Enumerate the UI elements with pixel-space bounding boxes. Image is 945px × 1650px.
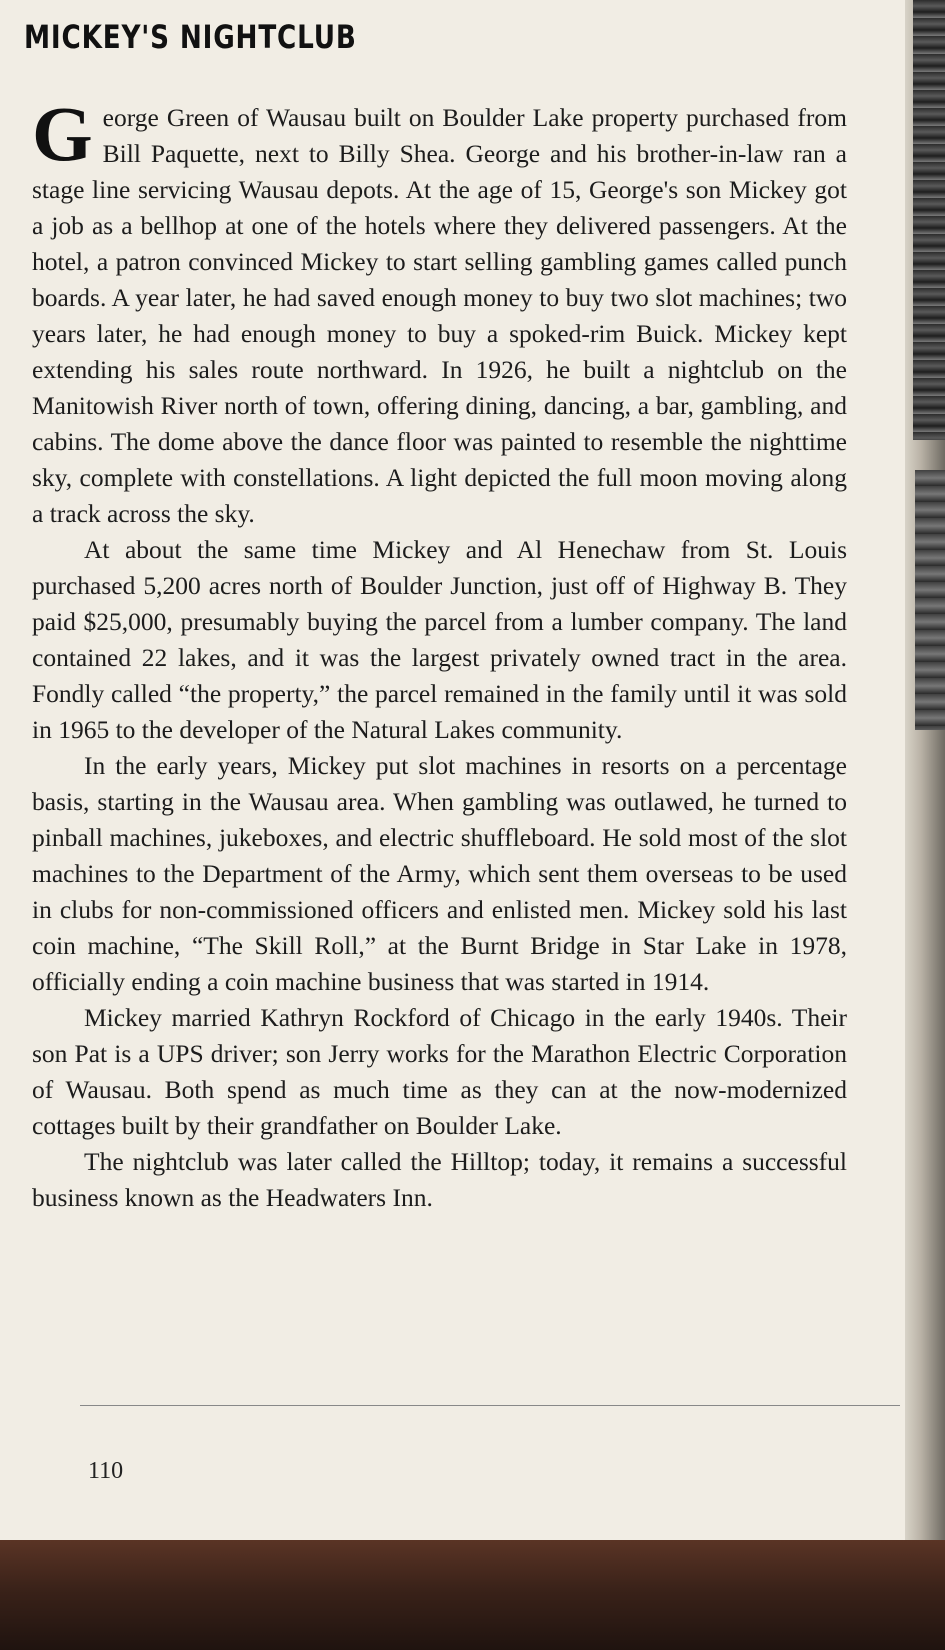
photo-strip-middle [915, 470, 945, 730]
footer-rule [80, 1405, 900, 1406]
page-title: MICKEY'S NIGHTCLUB [24, 18, 357, 56]
article-body [32, 90, 847, 1216]
adjacent-page-photo-edge [905, 0, 945, 1540]
paragraph-1 [32, 90, 847, 532]
photo-strip-top [913, 0, 945, 440]
table-surface [0, 1540, 945, 1650]
paragraph-1-text: eorge Green of Wausau built on Boulder Lake property purchased from Bill Paquette, next to Billy Shea. George and his brother-in-law ran a stage line servicing Wausau depots. At the age of 15, George's son Mickey got a job as a bellhop at one of the hotels where they delivered passengers. At the hotel, a patron convinced Mickey to start selling gambling games called punch boards. A year later, he had saved enough money to buy two slot machines; two years later, he had enough money to buy a spoked-rim Buick. Mickey kept extending his sales route northward. In 1926, he built a nightclub on the Manitowish River north of town, offering dining, dancing, a bar, gambling, and cabins. The dome above the dance floor was painted to resemble the nighttime sky, complete with constellations. A light depicted the full moon moving along a track across the sky. [32, 103, 847, 528]
paragraph-2: At about the same time Mickey and Al Henechaw from St. Louis purchased 5,200 acres north of Boulder Junction, just off of Highway B. They paid $25,000, presumably buying the parcel from a lumber company. The land contained 22 lakes, and it was the largest privately owned tract in the area. Fondly called “the property,” the parcel remained in the family until it was sold in 1965 to the developer of the Natural Lakes community. [32, 535, 847, 744]
paragraph-3: In the early years, Mickey put slot machines in resorts on a percentage basis, starting in the Wausau area. When gambling was outlawed, he turned to pinball machines, jukeboxes, and electric shuffleboard. He sold most of the slot machines to the Department of the Army, which sent them overseas to be used in clubs for non-commissioned officers and enlisted men. Mickey sold his last coin machine, “The Skill Roll,” at the Burnt Bridge in Star Lake in 1978, officially ending a coin machine business that was started in 1914. [32, 751, 847, 996]
drop-cap: G [32, 90, 93, 177]
paragraph-4: Mickey married Kathryn Rockford of Chicago in the early 1940s. Their son Pat is a UPS driver; son Jerry works for the Marathon Electric Corporation of Wausau. Both spend as much time as they can at the now-modernized cottages built by their grandfather on Boulder Lake. [32, 1003, 847, 1140]
page-number: 110 [88, 1458, 124, 1484]
paragraph-5: The nightclub was later called the Hilltop; today, it remains a successful business known as the Headwaters Inn. [32, 1147, 847, 1212]
